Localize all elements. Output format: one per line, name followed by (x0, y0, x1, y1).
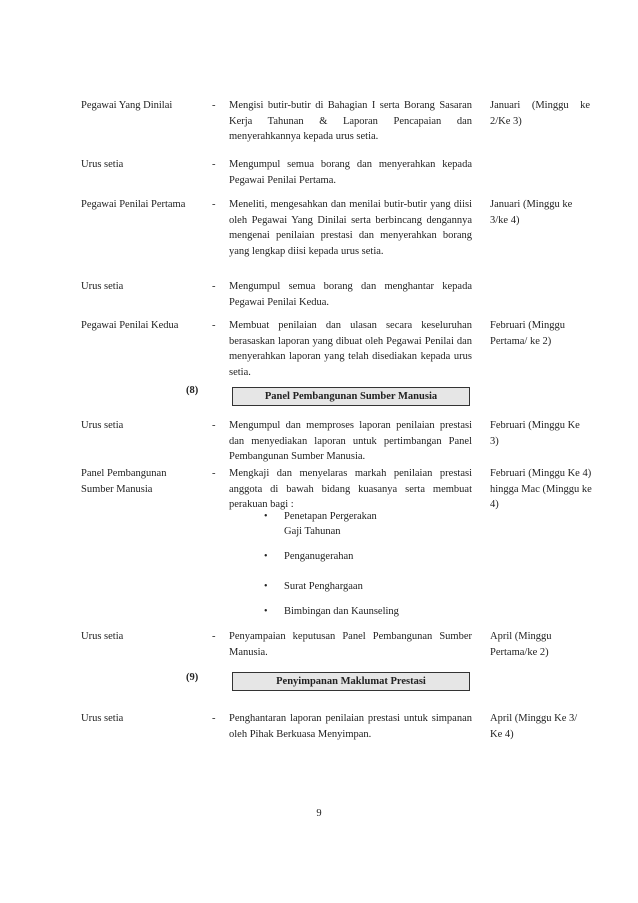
bullet-dot-icon: • (264, 606, 268, 617)
bullet-dot-icon: • (264, 551, 268, 562)
task-description: Mengumpul dan memproses laporan penilaian prestasi dan menyediakan laporan untuk pertimbangan Panel Pembangunan Sumber Manusia. (229, 420, 472, 462)
dash-separator: - (212, 159, 216, 170)
task-description: Mengisi butir-butir di Bahagian I serta Borang Sasaran Kerja Tahunan & Laporan Pencapaian dan menyerahkannya kepada urus setia. (229, 100, 472, 142)
task-description: Mengkaji dan menyelaras markah penilaian prestasi anggota di bawah bidang kuasanya serta membuat perakuan bagi : (229, 468, 472, 510)
dash-separator: - (212, 100, 216, 111)
page-number: 9 (316, 808, 322, 819)
section-heading-box: Panel Pembangunan Sumber Manusia (232, 387, 470, 406)
schedule-timing: Januari (Minggu ke 2/Ke 3) (490, 100, 590, 127)
role-label: Urus setia (81, 631, 124, 642)
dash-separator: - (212, 713, 216, 724)
role-label: Urus setia (81, 159, 124, 170)
dash-separator: - (212, 199, 216, 210)
dash-separator: - (212, 281, 216, 292)
role-label: Pegawai Penilai Kedua (81, 320, 179, 331)
role-label: Pegawai Yang Dinilai (81, 100, 173, 111)
bullet-text: Penganugerahan (284, 551, 354, 562)
bullet-text: Bimbingan dan Kaunseling (284, 606, 399, 617)
schedule-timing: Februari (Minggu Ke 4) hingga Mac (Minggu ke 4) (490, 468, 592, 510)
role-label: Panel Pembangunan Sumber Manusia (81, 468, 167, 495)
dash-separator: - (212, 420, 216, 431)
bullet-text: Surat Penghargaan (284, 581, 363, 592)
bullet-dot-icon: • (264, 581, 268, 592)
section-heading-box: Penyimpanan Maklumat Prestasi (232, 672, 470, 691)
schedule-timing: Januari (Minggu ke 3/ke 4) (490, 199, 573, 226)
bullet-dot-icon: • (264, 511, 268, 522)
schedule-timing: Februari (Minggu Pertama/ ke 2) (490, 320, 565, 347)
role-label: Urus setia (81, 281, 124, 292)
task-description: Membuat penilaian dan ulasan secara keseluruhan berasaskan laporan yang dibuat oleh Pegawai Penilai dan menyerahkan laporan yang telah disediakan kepada urus setia. (229, 320, 472, 378)
section-number: (8) (186, 385, 199, 396)
task-description: Penghantaran laporan penilaian prestasi untuk simpanan oleh Pihak Berkuasa Menyimpan. (229, 713, 472, 740)
task-description: Mengumpul semua borang dan menghantar kepada Pegawai Penilai Kedua. (229, 281, 472, 308)
role-label: Urus setia (81, 420, 124, 431)
dash-separator: - (212, 631, 216, 642)
role-label: Urus setia (81, 713, 124, 724)
dash-separator: - (212, 468, 216, 479)
bullet-text: Penetapan Pergerakan (284, 511, 377, 522)
schedule-timing: Februari (Minggu Ke 3) (490, 420, 580, 447)
section-number: (9) (186, 672, 199, 683)
bullet-text-continued: Gaji Tahunan (284, 526, 341, 537)
task-description: Meneliti, mengesahkan dan menilai butir-butir yang diisi oleh Pegawai Yang Dinilai serta berbincang dengannya mengenai penilaian prestasi dan menyerahkan borang yang lengkap diisi kepada urus setia. (229, 199, 472, 257)
task-description: Penyampaian keputusan Panel Pembangunan Sumber Manusia. (229, 631, 472, 658)
schedule-timing: April (Minggu Ke 3/ Ke 4) (490, 713, 578, 740)
role-label: Pegawai Penilai Pertama (81, 199, 186, 210)
schedule-timing: April (Minggu Pertama/ke 2) (490, 631, 552, 658)
task-description: Mengumpul semua borang dan menyerahkan kepada Pegawai Penilai Pertama. (229, 159, 472, 186)
dash-separator: - (212, 320, 216, 331)
